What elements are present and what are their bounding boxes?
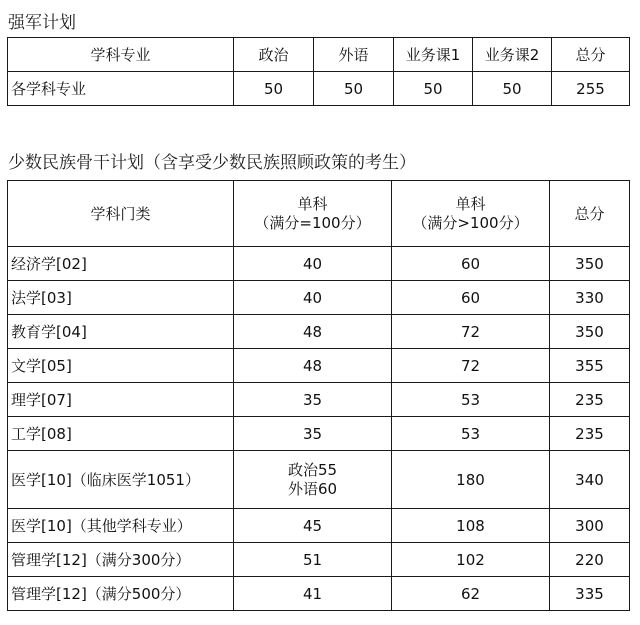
row-label: 各学科专业 [8,72,234,106]
table-row [8,543,630,577]
header-line: 单科 [297,194,328,213]
table-cell: 180 [392,451,550,509]
table-cell: 255 [552,72,630,106]
table-cell: 40 [234,281,392,315]
table-cell: 51 [234,543,392,577]
table-cell: 60 [392,281,550,315]
table-cell: 340 [550,451,630,509]
table-header-row [8,181,630,247]
row-label: 理学[07] [8,383,234,417]
header-line: （满分=100分） [254,213,371,232]
header-line: （满分>100分） [412,213,529,232]
table-cell: 72 [392,349,550,383]
table-cell: 60 [392,247,550,281]
table-cell: 335 [550,577,630,611]
row-label: 医学[10]（临床医学1051） [8,451,234,509]
row-label: 工学[08] [8,417,234,451]
table-row [8,72,630,106]
header-line: 单科 [455,194,486,213]
header-cell: 业务课2 [473,38,552,72]
row-label: 管理学[12]（满分500分） [8,577,234,611]
table-cell: 350 [550,247,630,281]
header-cell: 外语 [314,38,394,72]
table-cell: 45 [234,509,392,543]
header-cell: 学科门类 [8,181,234,247]
row-label: 教育学[04] [8,315,234,349]
row-label: 经济学[02] [8,247,234,281]
table-cell: 50 [394,72,473,106]
header-cell [392,181,550,247]
table-row [8,315,630,349]
table-cell: 235 [550,383,630,417]
row-label: 法学[03] [8,281,234,315]
table-row [8,451,630,509]
table-cell: 50 [234,72,314,106]
table-cell: 355 [550,349,630,383]
table-row [8,509,630,543]
table-cell: 235 [550,417,630,451]
table-cell: 62 [392,577,550,611]
table-cell: 72 [392,315,550,349]
table-row [8,577,630,611]
header-cell: 总分 [552,38,630,72]
table-row [8,247,630,281]
table-cell: 330 [550,281,630,315]
table-cell: 48 [234,315,392,349]
row-label: 文学[05] [8,349,234,383]
table-row [8,349,630,383]
table-cell: 50 [314,72,394,106]
table-cell: 300 [550,509,630,543]
table-cell: 53 [392,417,550,451]
row-label: 医学[10]（其他学科专业） [8,509,234,543]
header-cell [234,181,392,247]
table-row [8,281,630,315]
header-cell: 政治 [234,38,314,72]
table-cell: 108 [392,509,550,543]
table-cell: 220 [550,543,630,577]
table-row [8,383,630,417]
table-cell: 35 [234,417,392,451]
table-cell: 350 [550,315,630,349]
table-cell [234,451,392,509]
section-title-qiangjun: 强军计划 [8,13,76,33]
table-cell: 102 [392,543,550,577]
header-cell: 学科专业 [8,38,234,72]
minority-table [7,180,630,611]
header-cell: 业务课1 [394,38,473,72]
qiangjun-table [7,37,630,106]
table-cell: 40 [234,247,392,281]
table-cell: 48 [234,349,392,383]
table-row [8,417,630,451]
cell-line: 外语60 [287,479,338,498]
table-cell: 53 [392,383,550,417]
table-cell: 35 [234,383,392,417]
cell-line: 政治55 [287,460,338,479]
row-label: 管理学[12]（满分300分） [8,543,234,577]
header-cell: 总分 [550,181,630,247]
table-header-row [8,38,630,72]
table-cell: 50 [473,72,552,106]
table-cell: 41 [234,577,392,611]
section-title-minority: 少数民族骨干计划（含享受少数民族照顾政策的考生） [8,153,416,173]
